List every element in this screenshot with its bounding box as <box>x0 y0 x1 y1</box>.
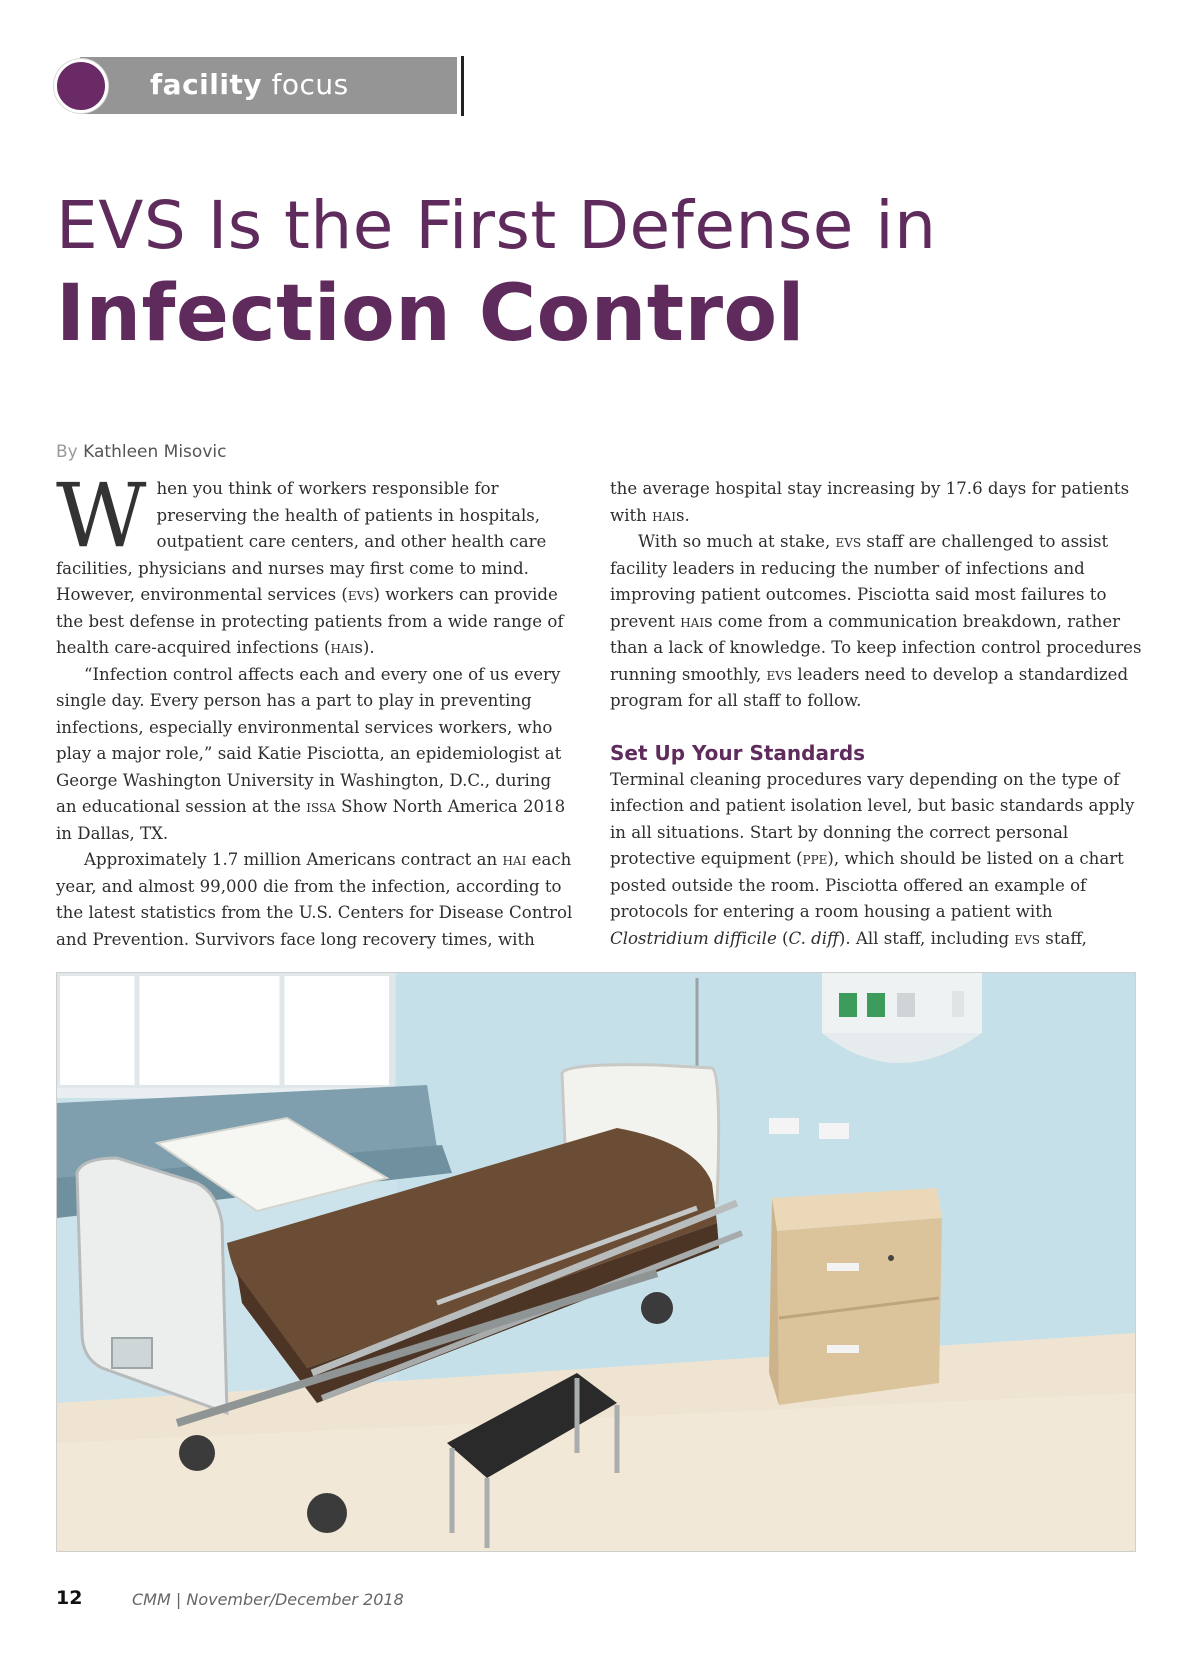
paragraph <box>56 847 576 953</box>
text-run: With so much at stake, <box>638 532 836 551</box>
small-caps-run: hai <box>652 505 677 525</box>
byline <box>56 442 226 462</box>
italic-run: Clostridium difficile <box>610 928 777 948</box>
text-run: s. <box>676 505 690 525</box>
text-run: ). All staff, including <box>838 928 1015 948</box>
subheading: Set Up Your Standards <box>610 740 866 765</box>
text-run: leaders need to develop a standardized program for all staff to follow. <box>610 664 1129 710</box>
text-run: Show North America 2018 in Dallas, TX. <box>56 797 566 843</box>
paragraph <box>56 662 576 848</box>
text-run: staff are challenged to assist facility leaders in reducing the number of infections and improving patient outcomes. Pisciotta said most failures to prevent <box>610 532 1109 631</box>
byline-author: Kathleen Misovic <box>83 442 227 462</box>
section-tag <box>54 56 414 116</box>
section-tag-dot <box>54 59 108 113</box>
small-caps-run: evs <box>1014 928 1041 948</box>
text-run: s come from a communication breakdown, rather than a lack of knowledge. To keep infection control procedures running smoothly, <box>610 611 1142 684</box>
paragraph <box>610 476 1150 529</box>
section-tag-bold: facility <box>150 68 263 101</box>
small-caps-run: ppe <box>802 849 828 868</box>
text-run: ) workers can provide the best defense in protecting patients from a wide range of health care-acquired infections ( <box>56 585 564 657</box>
section-tag-light: focus <box>271 68 349 101</box>
byline-by: By <box>56 442 78 462</box>
headline <box>56 186 1156 360</box>
text-run: the average hospital stay increasing by 17.6 days for patients with <box>610 479 1130 525</box>
drop-cap: W <box>56 464 147 567</box>
issue-line: CMM | November/December 2018 <box>132 1590 404 1609</box>
text-run: “Infection control affects each and every one of us every single day. Every person has a part to play in preventing infections, especially environmental services workers, who play a major role,” said Katie Pisciotta, an epidemiologist at George Washington University in Washington, D.C., during an educational session at the <box>56 664 562 816</box>
paragraph <box>610 767 1150 953</box>
small-caps-run: hai <box>502 850 527 869</box>
page-number: 12 <box>56 1587 83 1609</box>
headline-line-1: EVS Is the First Defense in <box>56 187 937 264</box>
small-caps-run: hai <box>330 638 355 657</box>
text-run: each year, and almost 99,000 die from the infection, according to the latest statistics from the U.S. Centers for Disease Control and Prevention. Survivors face long recovery times, with <box>56 850 573 949</box>
small-caps-run: hai <box>680 611 705 631</box>
text-run: Approximately 1.7 million Americans contract an <box>84 850 503 869</box>
headline-line-2: Infection Control <box>56 269 805 359</box>
small-caps-run: issa <box>306 797 336 816</box>
paragraph <box>56 464 576 662</box>
text-run: ( <box>776 928 789 948</box>
text-run: s). <box>354 638 375 657</box>
article-column-left <box>56 464 576 953</box>
small-caps-run: evs <box>766 664 793 684</box>
paragraph <box>610 529 1150 715</box>
text-run: staff, <box>1040 928 1087 948</box>
italic-run: C. diff <box>788 928 839 948</box>
small-caps-run: evs <box>835 532 862 551</box>
article-column-right <box>610 476 1150 952</box>
section-tag-rule <box>461 56 464 116</box>
hospital-room-photo <box>56 972 1136 1552</box>
text-run: Terminal cleaning procedures vary depending on the type of infection and patient isolation level, but basic standards apply in all situations. Start by donning the correct personal protective equipment ( <box>610 769 1135 868</box>
text-run: ), which should be listed on a chart posted outside the room. Pisciotta offered an example of protocols for entering a room housing a patient with <box>610 849 1124 921</box>
section-tag-label <box>150 68 349 101</box>
text-run: hen you think of workers responsible for preserving the health of patients in hospitals, outpatient care centers, and other health care facilities, physicians and nurses may first come to mind. However, environmental services ( <box>56 479 547 604</box>
small-caps-run: evs <box>347 585 374 604</box>
